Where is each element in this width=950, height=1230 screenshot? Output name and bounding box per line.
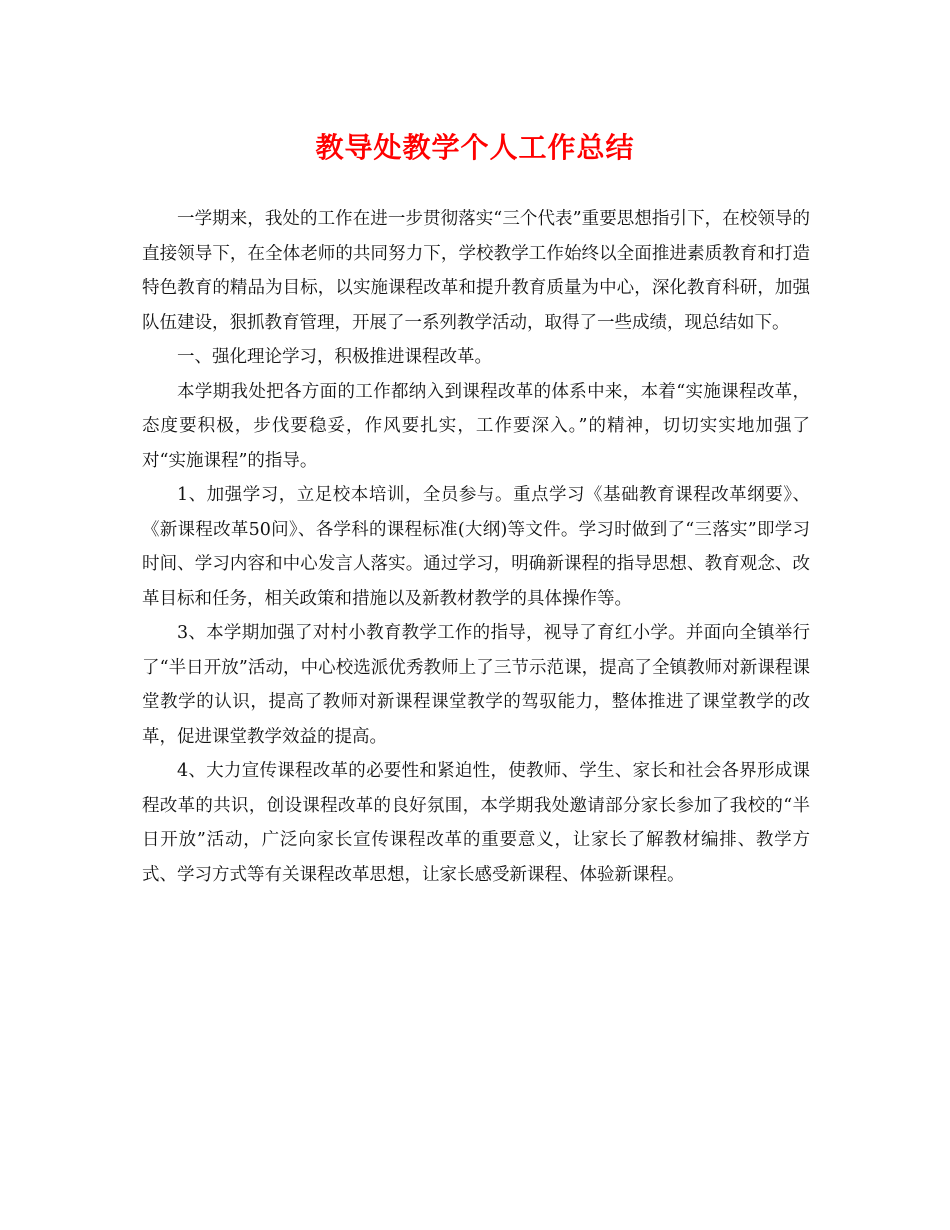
paragraph-item-1: 1、加强学习，立足校本培训，全员参与。重点学习《基础教育课程改革纲要》、《新课程改革50问》、各学科的课程标准(大纲)等文件。学习时做到了“三落实”即学习时间、学习内容和中心发言人落实。通过学习，明确新课程的指导思想、教育观念、改革目标和任务，相关政策和措施以及新教材教学的具体操作等。 xyxy=(142,485,810,609)
paragraph-item-3: 3、本学期加强了对村小教育教学工作的指导，视导了育红小学。并面向全镇举行了“半日开放”活动，中心校选派优秀教师上了三节示范课，提高了全镇教师对新课程课堂教学的认识，提高了教师对新课程课堂教学的驾驭能力，整体推进了课堂教学的改革，促进课堂教学效益的提高。 xyxy=(142,623,810,747)
document-title: 教导处教学个人工作总结 xyxy=(315,131,635,164)
paragraph-section-1: 本学期我处把各方面的工作都纳入到课程改革的体系中来，本着“实施课程改革，态度要积极，步伐要稳妥，作风要扎实，工作要深入。”的精神，切切实实地加强了对“实施课程”的指导。 xyxy=(142,381,810,471)
paragraph-item-4: 4、大力宣传课程改革的必要性和紧迫性，使教师、学生、家长和社会各界形成课程改革的共识，创设课程改革的良好氛围，本学期我处邀请部分家长参加了我校的“半日开放”活动，广泛向家长宣传课程改革的重要意义，让家长了解教材编排、教学方式、学习方式等有关课程改革思想，让家长感受新课程、体验新课程。 xyxy=(142,761,810,885)
section-heading-1: 一、强化理论学习，积极推进课程改革。 xyxy=(177,347,492,367)
paragraph-intro: 一学期来，我处的工作在进一步贯彻落实“三个代表”重要思想指引下，在校领导的直接领导下，在全体老师的共同努力下，学校教学工作始终以全面推进素质教育和打造特色教育的精品为目标，以实施课程改革和提升教育质量为中心，深化教育科研，加强队伍建设，狠抓教育管理，开展了一系列教学活动，取得了一些成绩，现总结如下。 xyxy=(142,209,810,333)
document-body xyxy=(142,202,810,892)
